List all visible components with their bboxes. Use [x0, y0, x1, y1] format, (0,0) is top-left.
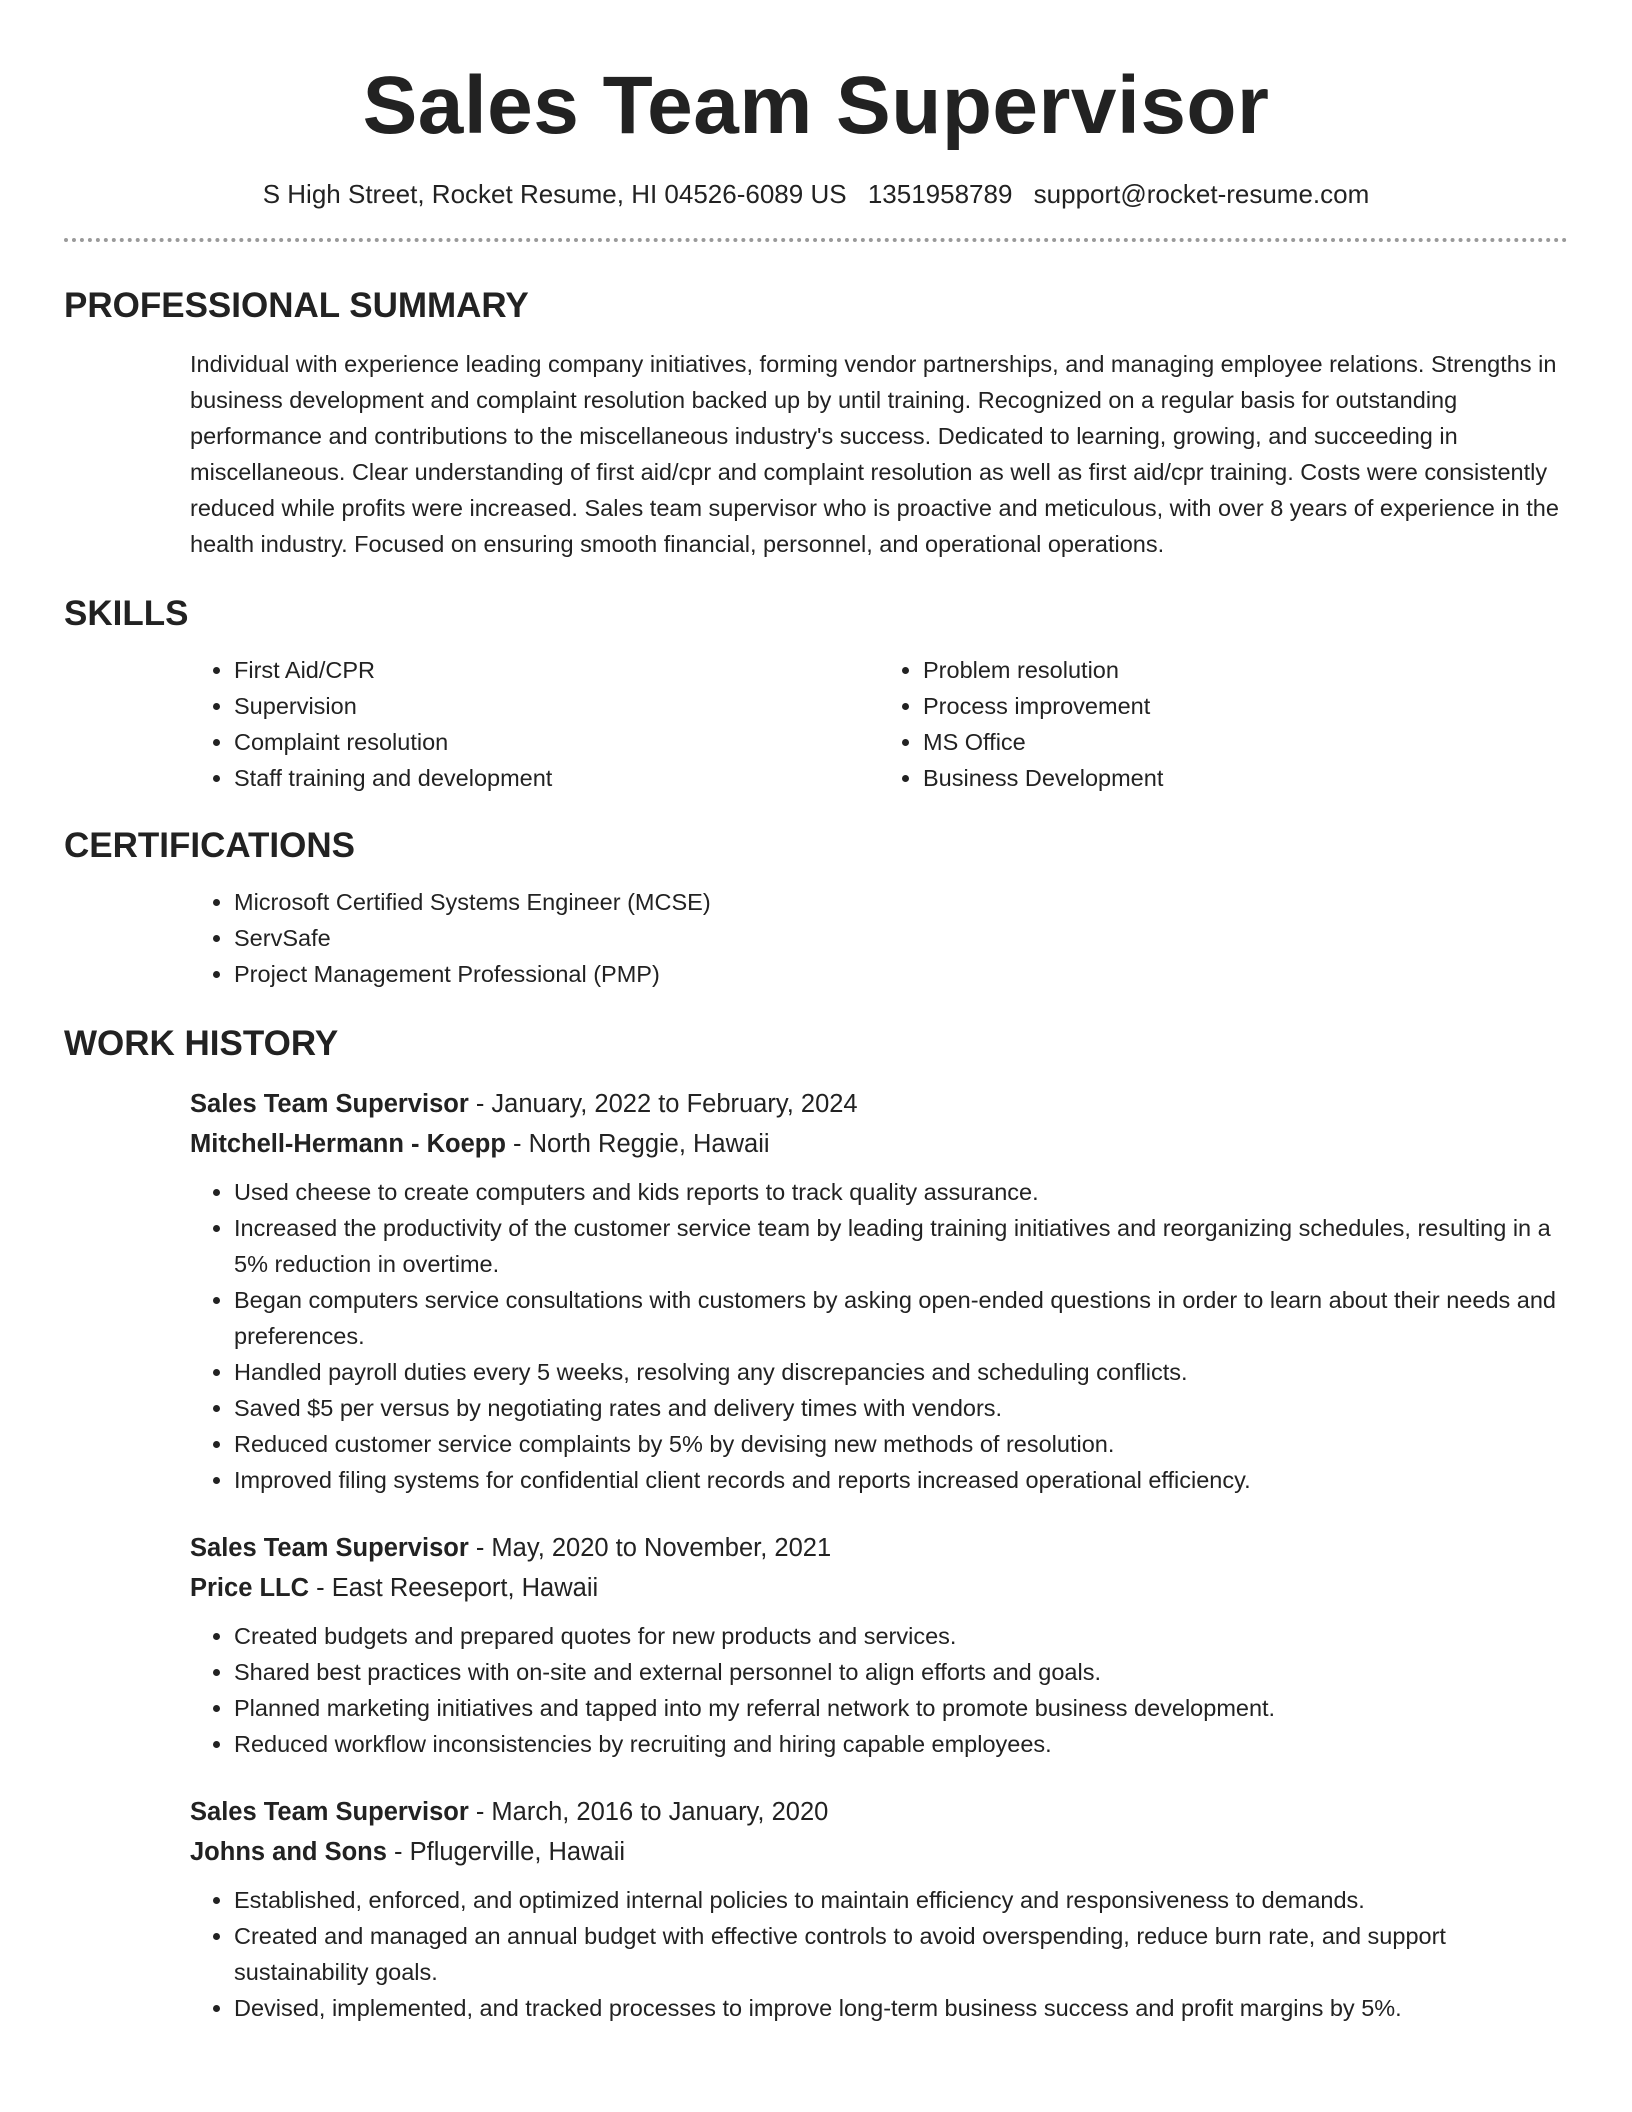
certification-item: • ServSafe	[234, 920, 1568, 956]
job-company-line	[190, 1568, 1560, 1608]
job-role: Sales Team Supervisor	[190, 1090, 469, 1118]
job-entry	[190, 1792, 1560, 2026]
skill-item: • Supervision	[234, 688, 879, 724]
job-bullets	[190, 1882, 1560, 2026]
job-entry	[190, 1528, 1560, 1762]
certification-item: • Project Management Professional (PMP)	[234, 956, 1568, 992]
job-dates: - March, 2016 to January, 2020	[468, 1798, 829, 1826]
skill-item: • Business Development	[923, 760, 1568, 796]
job-bullet: • Saved $5 per versus by negotiating rates and delivery times with vendors.	[234, 1390, 1560, 1426]
skills-heading: SKILLS	[64, 594, 189, 633]
summary-heading: PROFESSIONAL SUMMARY	[64, 286, 529, 325]
contact-address: S High Street, Rocket Resume, HI 04526-6089 US	[262, 179, 847, 209]
job-bullets	[190, 1618, 1560, 1762]
skill-item: • Problem resolution	[923, 652, 1568, 688]
job-role: Sales Team Supervisor	[190, 1798, 469, 1826]
job-bullet: • Created budgets and prepared quotes for new products and services.	[234, 1618, 1560, 1654]
job-bullet: • Increased the productivity of the customer service team by leading training initiatives and reorganizing schedules, resulting in a 5% reduction in overtime.	[234, 1210, 1560, 1282]
job-entry	[190, 1084, 1560, 1498]
job-company: Mitchell-Hermann - Koepp	[190, 1130, 506, 1158]
job-bullet: • Improved filing systems for confidential client records and reports increased operational efficiency.	[234, 1462, 1560, 1498]
job-bullet: • Began computers service consultations with customers by asking open-ended questions in order to learn about their needs and preferences.	[234, 1282, 1560, 1354]
job-bullet: • Devised, implemented, and tracked processes to improve long-term business success and profit margins by 5%.	[234, 1990, 1560, 2026]
candidate-name: Sales Team Supervisor	[362, 60, 1270, 151]
job-location: - North Reggie, Hawaii	[505, 1130, 770, 1158]
header-divider	[64, 238, 1568, 242]
job-bullet: • Shared best practices with on-site and external personnel to align efforts and goals.	[234, 1654, 1560, 1690]
job-bullet: • Reduced workflow inconsistencies by recruiting and hiring capable employees.	[234, 1726, 1560, 1762]
skill-item: • First Aid/CPR	[234, 652, 879, 688]
job-location: - Pflugerville, Hawaii	[386, 1838, 626, 1866]
job-company-line	[190, 1124, 1560, 1164]
skills-column-right	[879, 652, 1568, 796]
job-bullets	[190, 1174, 1560, 1498]
certifications-bullets	[190, 884, 1568, 992]
job-bullet: • Handled payroll duties every 5 weeks, resolving any discrepancies and scheduling conflicts.	[234, 1354, 1560, 1390]
job-location: - East Reeseport, Hawaii	[309, 1574, 599, 1602]
skills-column-left	[190, 652, 879, 796]
job-title-line	[190, 1084, 1560, 1124]
job-company-line	[190, 1832, 1560, 1872]
job-dates: - May, 2020 to November, 2021	[468, 1534, 832, 1562]
job-company: Price LLC	[190, 1574, 310, 1602]
certifications-list	[190, 884, 1568, 992]
job-bullet: • Created and managed an annual budget with effective controls to avoid overspending, reduce burn rate, and support sustainability goals.	[234, 1918, 1560, 1990]
skills-list	[190, 652, 1568, 796]
job-bullet: • Used cheese to create computers and kids reports to track quality assurance.	[234, 1174, 1560, 1210]
job-company: Johns and Sons	[190, 1838, 387, 1866]
skill-item: • Complaint resolution	[234, 724, 879, 760]
contact-email: support@rocket-resume.com	[1033, 179, 1370, 209]
contact-phone: 1351958789	[867, 179, 1013, 209]
job-title-line	[190, 1528, 1560, 1568]
contact-line	[64, 176, 1568, 212]
resume-page	[64, 0, 1568, 2026]
job-bullet: • Established, enforced, and optimized internal policies to maintain efficiency and responsiveness to demands.	[234, 1882, 1560, 1918]
skill-item: • Process improvement	[923, 688, 1568, 724]
job-bullet: • Planned marketing initiatives and tapped into my referral network to promote business development.	[234, 1690, 1560, 1726]
summary-text: Individual with experience leading company initiatives, forming vendor partnerships, and managing employee relations. Strengths in business development and complaint resolution backed up by until training. Recognized on a regular basis for outstanding performance and contributions to the miscellaneous industry's success. Dedicated to learning, growing, and succeeding in miscellaneous. Clear understanding of first aid/cpr and complaint resolution as well as first aid/cpr training. Costs were consistently reduced while profits were increased. Sales team supervisor who is proactive and meticulous, with over 8 years of experience in the health industry. Focused on ensuring smooth financial, personnel, and operational operations.	[190, 351, 1559, 557]
certifications-heading: CERTIFICATIONS	[64, 826, 356, 865]
job-title-line	[190, 1792, 1560, 1832]
skill-item: • MS Office	[923, 724, 1568, 760]
work-history-heading: WORK HISTORY	[64, 1024, 339, 1063]
job-bullet: • Reduced customer service complaints by 5% by devising new methods of resolution.	[234, 1426, 1560, 1462]
job-role: Sales Team Supervisor	[190, 1534, 469, 1562]
job-dates: - January, 2022 to February, 2024	[468, 1090, 858, 1118]
certification-item: • Microsoft Certified Systems Engineer (MCSE)	[234, 884, 1568, 920]
skill-item: • Staff training and development	[234, 760, 879, 796]
